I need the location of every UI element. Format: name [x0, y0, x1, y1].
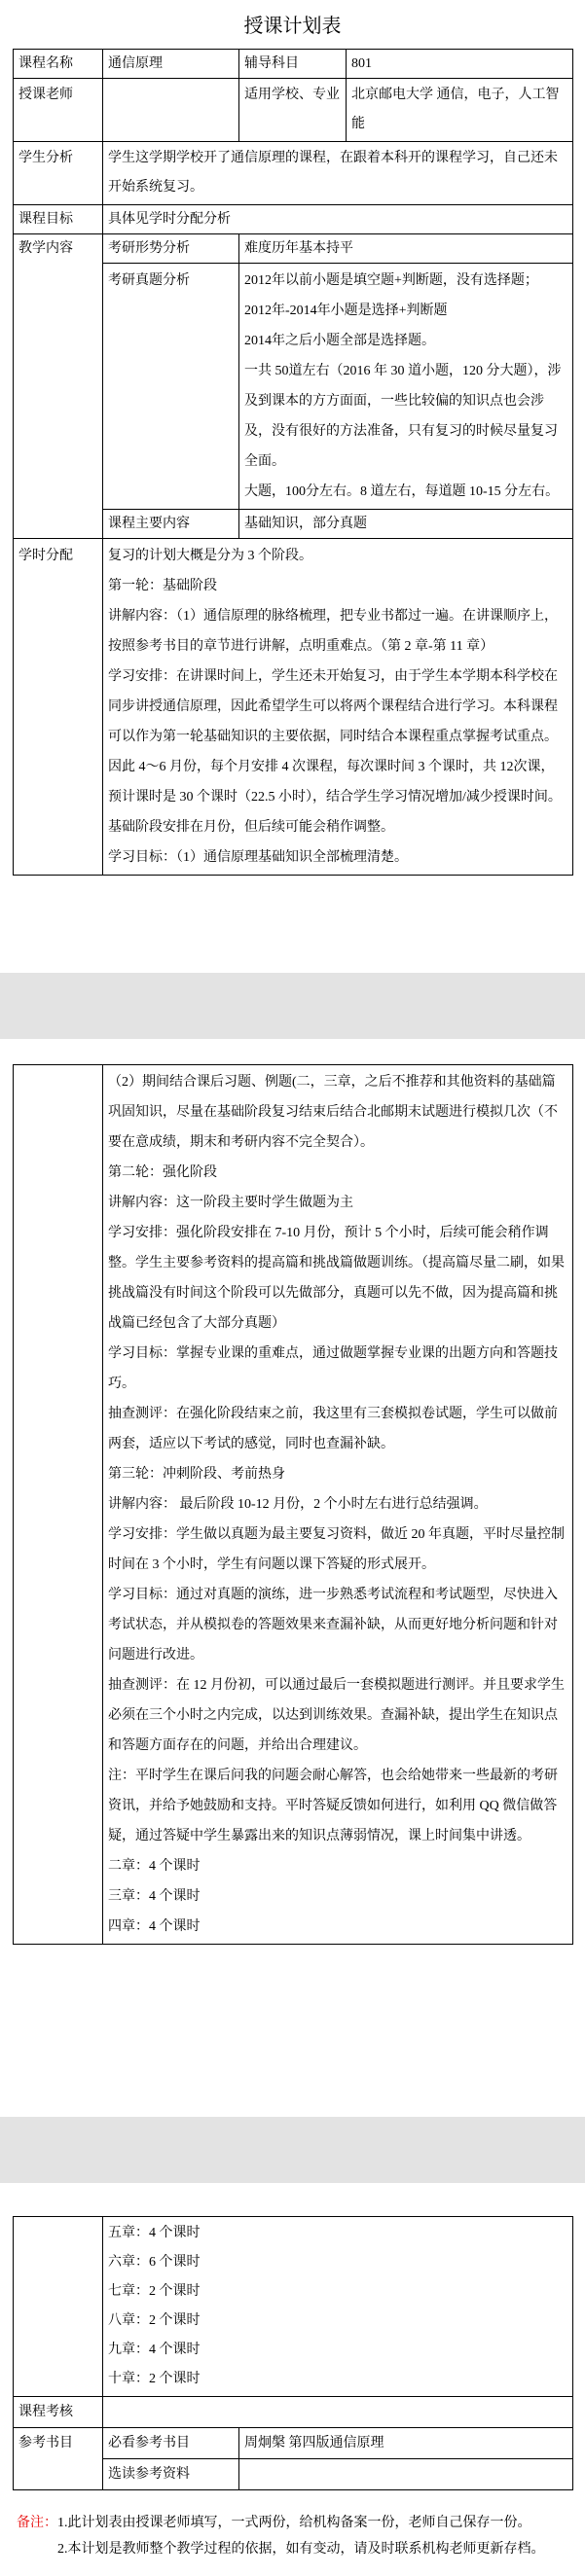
schedule-paragraph: 讲解内容：（1）通信原理的脉络梳理，把专业书都过一遍。在讲课顺序上，按照参考书目的章节进行讲解，点明重难点。（第 2 章-第 11 章）	[108, 609, 558, 654]
page-gap	[0, 2117, 585, 2183]
schedule-content-continued	[103, 2217, 573, 2397]
student-analysis-value: 学生这学期学校开了通信原理的课程，在跟着本科开的课程学习，自己还未开始系统复习。	[103, 142, 573, 205]
row-course-name	[14, 50, 573, 79]
row-student-analysis	[14, 142, 573, 205]
subject-label: 辅导科目	[239, 50, 347, 79]
past-exams-paragraph: 2012年以前小题是填空题+判断题，没有选择题；	[244, 273, 538, 288]
page-gap	[0, 973, 585, 1039]
course-goal-label: 课程目标	[14, 205, 103, 234]
past-exams-paragraph: 2014年之后小题全部是选择题。	[244, 334, 435, 348]
schedule-paragraph: 学习目标：（1）通信原理基础知识全部梳理清楚。	[108, 850, 408, 865]
notes	[17, 2510, 585, 2562]
chapter-hours: 六章：6 个课时	[108, 2255, 201, 2270]
schedule-content-continued	[103, 1065, 573, 1945]
plan-table-page-3	[13, 2216, 573, 2490]
required-references-label: 必看参考书目	[103, 2428, 239, 2459]
teacher-value	[103, 79, 239, 142]
document-title: 授课计划表	[243, 16, 342, 37]
optional-references-label: 选读参考资料	[103, 2459, 239, 2490]
schedule-label-cell-continued	[14, 2217, 103, 2397]
schedule-label: 学时分配	[14, 539, 103, 876]
notes-lines	[57, 2510, 573, 2562]
page-2	[0, 1039, 585, 2117]
school-major-value: 北京邮电大学 通信，电子，人工智能	[347, 79, 573, 142]
past-exams-paragraph: 一共 50道左右（2016 年 30 道小题，120 分大题），涉及到课本的方方面面，一些比较偏的知识点也会涉及，没有很好的方法准备，只有复习的时候尽量复习全面。	[244, 364, 562, 469]
schedule-paragraph: 讲解内容：这一阶段主要时学生做题为主	[108, 1196, 353, 1210]
schedule-paragraph: 第一轮：基础阶段	[108, 579, 217, 593]
row-teacher	[14, 79, 573, 142]
chapter-hours: 七章：2 个课时	[108, 2284, 201, 2299]
assessment-label: 课程考核	[14, 2397, 103, 2428]
exam-situation-value: 难度历年基本持平	[239, 234, 573, 264]
past-exams-paragraph: 大题，100分左右。8 道左右，每道题 10-15 分左右。	[244, 484, 560, 499]
schedule-content	[103, 539, 573, 876]
exam-situation-label: 考研形势分析	[103, 234, 239, 264]
chapter-hours: 四章：4 个课时	[108, 1919, 201, 1934]
page-1	[0, 0, 585, 973]
row-exam-situation	[14, 234, 573, 264]
chapter-hours: 二章：4 个课时	[108, 1859, 201, 1874]
schedule-paragraph: 第三轮：冲刺阶段、考前热身	[108, 1467, 285, 1482]
row-schedule-continued	[14, 2217, 573, 2397]
chapter-hours: 八章：2 个课时	[108, 2313, 201, 2328]
schedule-paragraph: 注：平时学生在课后问我的问题会耐心解答，也会给她带来一些最新的考研资讯，并给予她鼓励和支持。平时答疑反馈如何进行，如利用 QQ 微信做答疑，通过答疑中学生暴露出来的知识点薄弱情况，课上时间集中讲透。	[108, 1769, 558, 1843]
chapter-hours: 三章：4 个课时	[108, 1889, 201, 1904]
plan-table-page-1	[13, 49, 573, 876]
schedule-paragraph: 学习目标：掌握专业课的重难点，通过做题掌握专业课的出题方向和答题技巧。	[108, 1346, 558, 1391]
schedule-paragraph: 抽查测评：在 12 月份初，可以通过最后一套模拟题进行测评。并且要求学生必须在三个小时之内完成，以达到训练效果。查漏补缺，提出学生在知识点和答题方面存在的问题，并给出合理建议。	[108, 1678, 565, 1753]
chapter-hours: 十章：2 个课时	[108, 2372, 201, 2386]
schedule-paragraph: 学习目标：通过对真题的演练，进一步熟悉考试流程和考试题型，尽快进入考试状态，并从模拟卷的答题效果来查漏补缺，从而更好地分析问题和针对问题进行改进。	[108, 1588, 558, 1663]
course-name-label: 课程名称	[14, 50, 103, 79]
main-content-value: 基础知识，部分真题	[239, 510, 573, 539]
row-schedule	[14, 539, 573, 876]
plan-table-page-2	[13, 1064, 573, 1945]
schedule-paragraph: 复习的计划大概是分为 3 个阶段。	[108, 549, 312, 563]
course-name-value: 通信原理	[103, 50, 239, 79]
required-references-value: 周炯槃 第四版通信原理	[239, 2428, 573, 2459]
optional-references-value	[239, 2459, 573, 2490]
schedule-paragraph: 学习安排：在讲课时间上，学生还未开始复习，由于学生本学期本科学校在同步讲授通信原理，因此希望学生可以将两个课程结合进行学习。本科课程可以作为第一轮基础知识的主要依据，同时结合本课程重点掌握考试重点。因此 4～6 月份，每个月安排 4 次课程，每次课时间 3 个课时，共 12次课，预计课时是 30 个课时（22.5 小时），结合学生学习情况增加/减少授课时间。基础阶段安排在月份，但后续可能会稍作调整。	[108, 669, 562, 835]
row-schedule-continued	[14, 1065, 573, 1945]
teacher-label: 授课老师	[14, 79, 103, 142]
row-course-goal	[14, 205, 573, 234]
course-goal-value: 具体见学时分配分析	[103, 205, 573, 234]
references-label: 参考书目	[14, 2428, 103, 2490]
school-major-label: 适用学校、专业	[239, 79, 347, 142]
past-exams-content	[239, 264, 573, 510]
row-required-references	[14, 2428, 573, 2459]
schedule-label-cell-continued	[14, 1065, 103, 1945]
assessment-value	[103, 2397, 573, 2428]
note-item: 2.本计划是教师整个教学过程的依据，如有变动，请及时联系机构老师更新存档。	[57, 2542, 545, 2557]
main-content-label: 课程主要内容	[103, 510, 239, 539]
student-analysis-label: 学生分析	[14, 142, 103, 205]
teaching-content-label: 教学内容	[14, 234, 103, 539]
past-exams-paragraph: 2012年-2014年小题是选择+判断题	[244, 304, 448, 318]
page-3	[0, 2183, 585, 2576]
schedule-paragraph: 抽查测评：在强化阶段结束之前，我这里有三套模拟卷试题，学生可以做前两套，适应以下考试的感觉，同时也查漏补缺。	[108, 1407, 558, 1451]
notes-label: 备注：	[17, 2516, 57, 2530]
schedule-paragraph: 讲解内容： 最后阶段 10-12 月份，2 个小时左右进行总结强调。	[108, 1497, 488, 1512]
schedule-paragraph: 学习安排：学生做以真题为最主要复习资料，做近 20 年真题，平时尽量控制时间在 3 个小时，学生有问题以课下答疑的形式展开。	[108, 1527, 565, 1572]
past-exams-label: 考研真题分析	[103, 264, 239, 510]
note-item: 1.此计划表由授课老师填写，一式两份，给机构备案一份，老师自己保存一份。	[57, 2516, 531, 2530]
chapter-hours: 九章：4 个课时	[108, 2343, 201, 2357]
chapter-hours: 五章：4 个课时	[108, 2226, 201, 2240]
row-assessment	[14, 2397, 573, 2428]
schedule-paragraph: 学习安排：强化阶段安排在 7-10 月份，预计 5 个小时，后续可能会稍作调整。学生主要参考资料的提高篇和挑战篇做题训练。（提高篇尽量二刷，如果挑战篇没有时间这个阶段可以先做部分，真题可以先不做，因为提高篇和挑战篇已经包含了大部分真题）	[108, 1226, 565, 1331]
subject-value: 801	[347, 50, 573, 79]
schedule-paragraph: （2）期间结合课后习题、例题(二，三章，之后不推荐和其他资料的基础篇巩固知识，尽量在基础阶段复习结束后结合北邮期末试题进行模拟几次（不要在意成绩，期末和考研内容不完全契合）。	[108, 1075, 558, 1150]
schedule-paragraph: 第二轮：强化阶段	[108, 1165, 217, 1180]
